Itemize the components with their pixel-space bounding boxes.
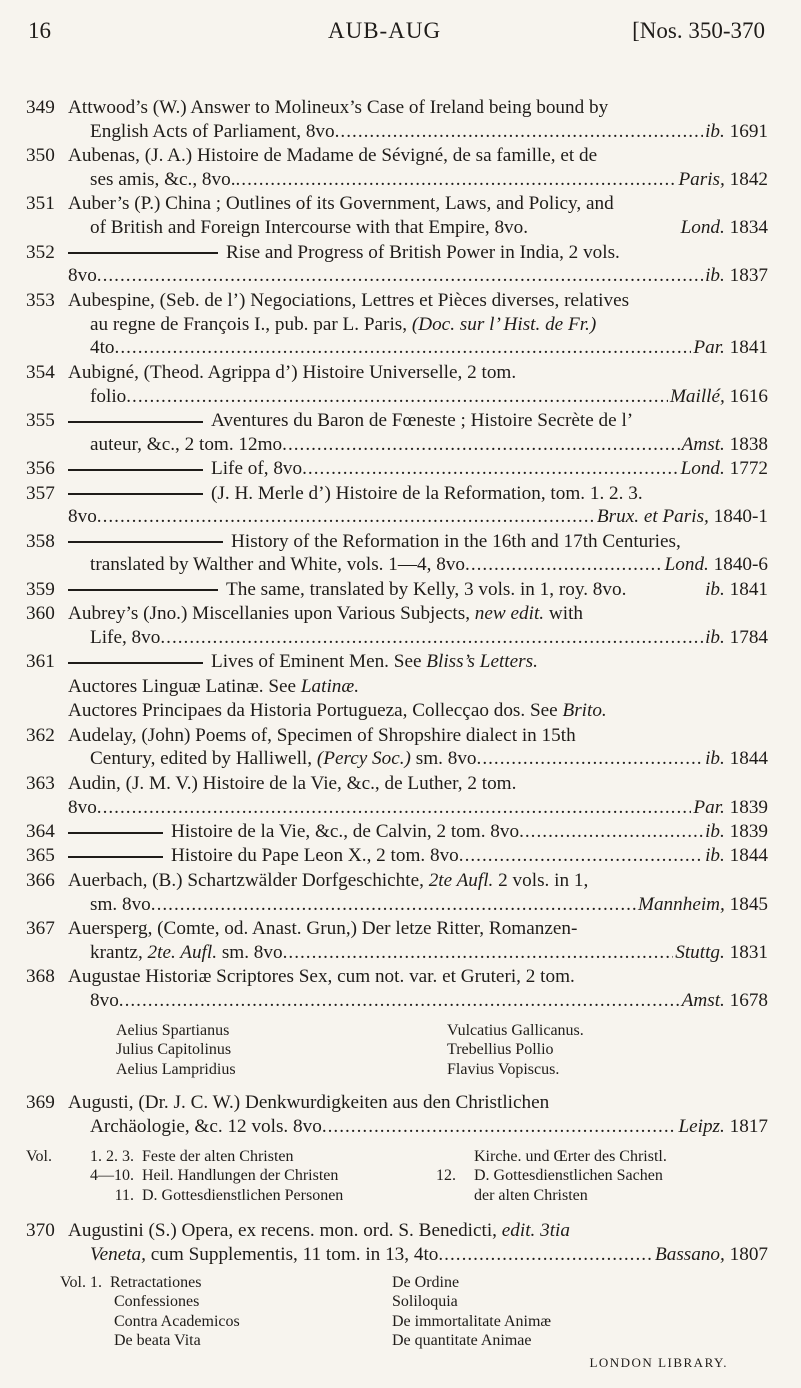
imprint-place: Mannheim, [637,893,725,915]
cross-reference-target: Bliss’s Letters. [426,651,538,673]
volume-title: De beata Vita [114,1332,201,1350]
library-stamp: LONDON LIBRARY. [589,1354,728,1370]
entry-text: folio [90,385,127,407]
volume-number: 12. [436,1167,456,1185]
entry-number: 368 [26,966,55,988]
imprint-place: ib. [705,627,725,649]
entry-text: Audelay, (John) Poems of, Specimen of Shropshire dialect in 15th [68,724,576,746]
entry-360 [26,602,768,650]
imprint-year: 1845 [729,893,768,915]
entry-number: 370 [26,1220,55,1242]
volume-title: D. Gottesdienstlichen Sachen [474,1167,663,1185]
entry-number: 363 [26,772,55,794]
entry-text: (J. H. Merle d’) Histoire de la Reformation, tom. 1. 2. 3. [211,482,643,504]
authors-list [26,1021,768,1080]
imprint-place: Maillé, [669,385,725,407]
entry-number: 364 [26,821,55,842]
imprint-year: 1841 [729,337,768,359]
imprint-year: 1840-1 [713,506,768,528]
volume-label: Vol. 1. [60,1273,102,1291]
volume-contents-369 [26,1147,768,1206]
entry-text: Lives of Eminent Men. See [211,651,422,673]
cross-reference-target: Brito. [562,700,607,722]
imprint-year: 1691 [729,120,768,142]
imprint-year: 1837 [729,265,768,287]
imprint-place: ib. [705,821,725,842]
running-head: AUB-AUG [328,18,442,43]
imprint-year: 1839 [729,821,768,842]
imprint-place: ib. [705,578,725,600]
catalogue-entries [26,96,768,1375]
entry-text: Augustini (S.) Opera, ex recens. mon. ord. S. Benedicti, [68,1220,497,1242]
imprint-place: Amst. [681,989,725,1011]
series-note: (Percy Soc.) [316,748,411,770]
entry-text: 4to [90,337,115,359]
entry-number: 367 [26,917,55,939]
volume-title: De Ordine [392,1273,460,1291]
imprint-year: 1817 [729,1116,768,1138]
edition-note: edit. 3tia [501,1220,570,1242]
entry-number: 354 [26,361,55,383]
author-name: Aelius Lampridius [116,1060,236,1078]
entry-text: 8vo [68,796,97,818]
entry-number: 352 [26,241,55,263]
entry-text: History of the Reformation in the 16th and 17th Centuries, [231,530,681,552]
entry-text: 8vo [68,506,97,528]
series-note: (Doc. sur l’ Hist. de Fr.) [411,313,597,335]
entry-361 [26,650,768,674]
imprint-year: 1772 [729,458,768,480]
entry-text: sm. 8vo [90,893,151,915]
entry-number: 350 [26,145,55,167]
ditto-rule [68,469,203,471]
ditto-rule [68,541,223,543]
entry-number: 366 [26,869,55,891]
entry-text: 8vo [68,265,97,287]
imprint-place: Amst. [681,433,725,455]
imprint-year: 1839 [729,796,768,818]
author-name: Vulcatius Gallicanus. [447,1021,584,1039]
entry-358 [26,530,768,578]
entry-369 [26,1091,768,1139]
cross-reference-text: Auctores Linguæ Latinæ. See [68,675,297,697]
imprint-year: 1844 [729,845,768,867]
volume-title: Heil. Handlungen der Christen [142,1167,339,1185]
volume-title: Kirche. und Œrter des Christl. [474,1147,667,1165]
volume-title: Retractationes [109,1273,202,1291]
imprint-year: 1838 [729,433,768,455]
entry-text: Attwood’s (W.) Answer to Molineux’s Case of Ireland being bound by [68,97,609,118]
ditto-rule [68,493,203,495]
ditto-rule [68,662,203,664]
entry-text: Audin, (J. M. V.) Histoire de la Vie, &c., de Luther, 2 tom. [68,772,517,794]
volume-title: Confessiones [114,1293,200,1311]
imprint-place: Bassano, [655,1244,725,1266]
entry-367 [26,917,768,965]
entry-text: ses amis, &c., 8vo. [90,168,236,190]
entry-text: Archäologie, &c. 12 vols. 8vo [90,1116,322,1138]
volume-title: De quantitate Animae [392,1332,532,1350]
entry-357 [26,482,768,530]
imprint-year: 1841 [729,578,768,600]
entry-350 [26,144,768,192]
entry-356 [26,457,768,481]
entry-text: 2 vols. in 1, [498,869,589,891]
imprint-year: 1678 [729,989,768,1011]
entry-text: Rise and Progress of British Power in India, 2 vols. [226,241,620,263]
ditto-rule [68,421,203,423]
entry-352 [26,241,768,289]
entry-number: 369 [26,1092,55,1114]
imprint-place: Lond. [680,458,725,480]
entry-text: English Acts of Parliament, 8vo [90,120,335,142]
imprint-year: 1784 [729,627,768,649]
ditto-rule [68,589,218,591]
entry-364 [26,820,768,844]
entry-number: 359 [26,578,55,600]
author-name: Julius Capitolinus [116,1041,232,1059]
entry-text: The same, translated by Kelly, 3 vols. in 1, roy. 8vo. [226,578,627,600]
imprint-place: Paris, [678,168,725,190]
entry-359 [26,578,768,602]
imprint-place: ib. [705,748,725,770]
entry-text: auteur, &c., 2 tom. 12mo [90,433,283,455]
imprint-place: ib. [705,845,725,867]
imprint-place: ib. [705,265,725,287]
imprint-year: 1834 [729,217,768,239]
imprint-year: 1844 [729,748,768,770]
entry-354 [26,361,768,409]
volume-number: 4—10. [90,1167,134,1185]
entry-number: 365 [26,845,55,867]
volume-number: 11. [114,1186,134,1204]
entry-number: 360 [26,603,55,625]
entry-text: Life of, 8vo [211,458,303,480]
entry-text: Aubespine, (Seb. de l’) Negociations, Lettres et Pièces diverses, relatives [68,289,630,311]
author-name: Flavius Vopiscus. [447,1060,560,1078]
edition-note: Veneta, [90,1244,146,1266]
author-name: Trebellius Pollio [447,1041,554,1059]
entry-363 [26,772,768,820]
cross-reference-auctores-principaes [26,699,768,723]
entry-text: Aubenas, (J. A.) Histoire de Madame de Sévigné, de sa famille, et de [68,145,598,167]
entry-number: 351 [26,193,55,215]
volume-title: Contra Academicos [114,1312,240,1330]
entry-text: Life, 8vo [90,627,161,649]
entry-368 [26,965,768,1013]
entry-text: of British and Foreign Intercourse with that Empire, 8vo. [90,217,529,239]
entry-text: Aubrey’s (Jno.) Miscellanies upon Various Subjects, [68,603,470,625]
entry-number: 355 [26,409,55,431]
imprint-place: Lond. [680,217,725,239]
entry-text: Aubigné, (Theod. Agrippa d’) Histoire Universelle, 2 tom. [68,361,517,383]
entry-text: Auersperg, (Comte, od. Anast. Grun,) Der letze Ritter, Romanzen- [68,917,578,939]
entry-text: Aventures du Baron de Fœneste ; Histoire Secrète de l’ [211,409,634,431]
entry-355 [26,409,768,457]
entry-number: 358 [26,530,55,552]
page-header [28,18,765,48]
edition-note: 2te Aufl. [428,869,494,891]
entry-351 [26,192,768,240]
cross-reference-auctores-linguae [26,675,768,699]
volume-title: Soliloquia [392,1293,458,1311]
imprint-year: 1831 [729,941,768,963]
cross-reference-target: Latinæ. [300,675,359,697]
entry-text: Century, edited by Halliwell, [90,748,313,770]
edition-note: new edit. [474,603,545,625]
imprint-place: Stuttg. [675,941,725,963]
entry-365 [26,844,768,868]
entry-number: 349 [26,97,55,118]
imprint-place: Brux. et Paris, [596,506,709,528]
edition-note: 2te. Aufl. [147,941,218,963]
imprint-place: Par. [693,796,725,818]
entry-number: 361 [26,651,55,673]
volume-title: D. Gottesdienstlichen Personen [142,1186,344,1204]
imprint-year: 1842 [729,168,768,190]
entry-number: 353 [26,289,55,311]
volume-number: 1. 2. 3. [90,1147,134,1165]
entry-text: Histoire de la Vie, &c., de Calvin, 2 tom. 8vo [171,821,520,842]
entry-text: Augusti, (Dr. J. C. W.) Denkwurdigkeiten aus den Christlichen [68,1092,550,1114]
entry-text: 8vo [90,989,119,1011]
volume-contents-370 [26,1273,768,1351]
entry-text: krantz, [90,941,143,963]
entry-370 [26,1219,768,1267]
imprint-place: Par. [693,337,725,359]
entry-366 [26,869,768,917]
entry-362 [26,724,768,772]
imprint-year: 1807 [729,1244,768,1266]
entry-text: Auber’s (P.) China ; Outlines of its Government, Laws, and Policy, and [68,193,614,215]
entry-349 [26,96,768,144]
entry-range: [Nos. 350-370 [632,18,765,43]
entry-text: translated by Walther and White, vols. 1—4, 8vo [90,554,466,576]
volume-title: Feste der alten Christen [142,1147,294,1165]
imprint-year: 1840-6 [713,554,768,576]
ditto-rule [68,832,163,834]
imprint-place: Leipz. [678,1116,725,1138]
volume-title: De immortalitate Animæ [392,1312,552,1330]
entry-353 [26,289,768,360]
entry-text: au regne de François I., pub. par L. Paris, [90,313,408,335]
entry-text: sm. 8vo [221,941,283,963]
page-number: 16 [28,18,51,43]
entry-number: 362 [26,724,55,746]
entry-text: sm. 8vo [415,748,477,770]
ditto-rule [68,252,218,254]
imprint-place: Lond. [664,554,709,576]
cross-reference-text: Auctores Principaes da Historia Portugueza, Collecçao dos. See [68,700,558,722]
entry-text: Auerbach, (B.) Schartzwälder Dorfgeschichte, [68,869,424,891]
author-name: Aelius Spartianus [116,1021,230,1039]
entry-text: Augustae Historiæ Scriptores Sex, cum not. var. et Gruteri, 2 tom. [68,966,575,988]
imprint-year: 1616 [729,385,768,407]
volume-title: der alten Christen [474,1186,588,1204]
entry-number: 356 [26,458,55,480]
entry-text: cum Supplementis, 11 tom. in 13, 4to [150,1244,439,1266]
entry-text: Histoire du Pape Leon X., 2 tom. 8vo [171,845,459,867]
entry-text: with [548,603,583,625]
ditto-rule [68,856,163,858]
imprint-place: ib. [705,120,725,142]
volume-label: Vol. [26,1147,52,1165]
entry-number: 357 [26,482,55,504]
